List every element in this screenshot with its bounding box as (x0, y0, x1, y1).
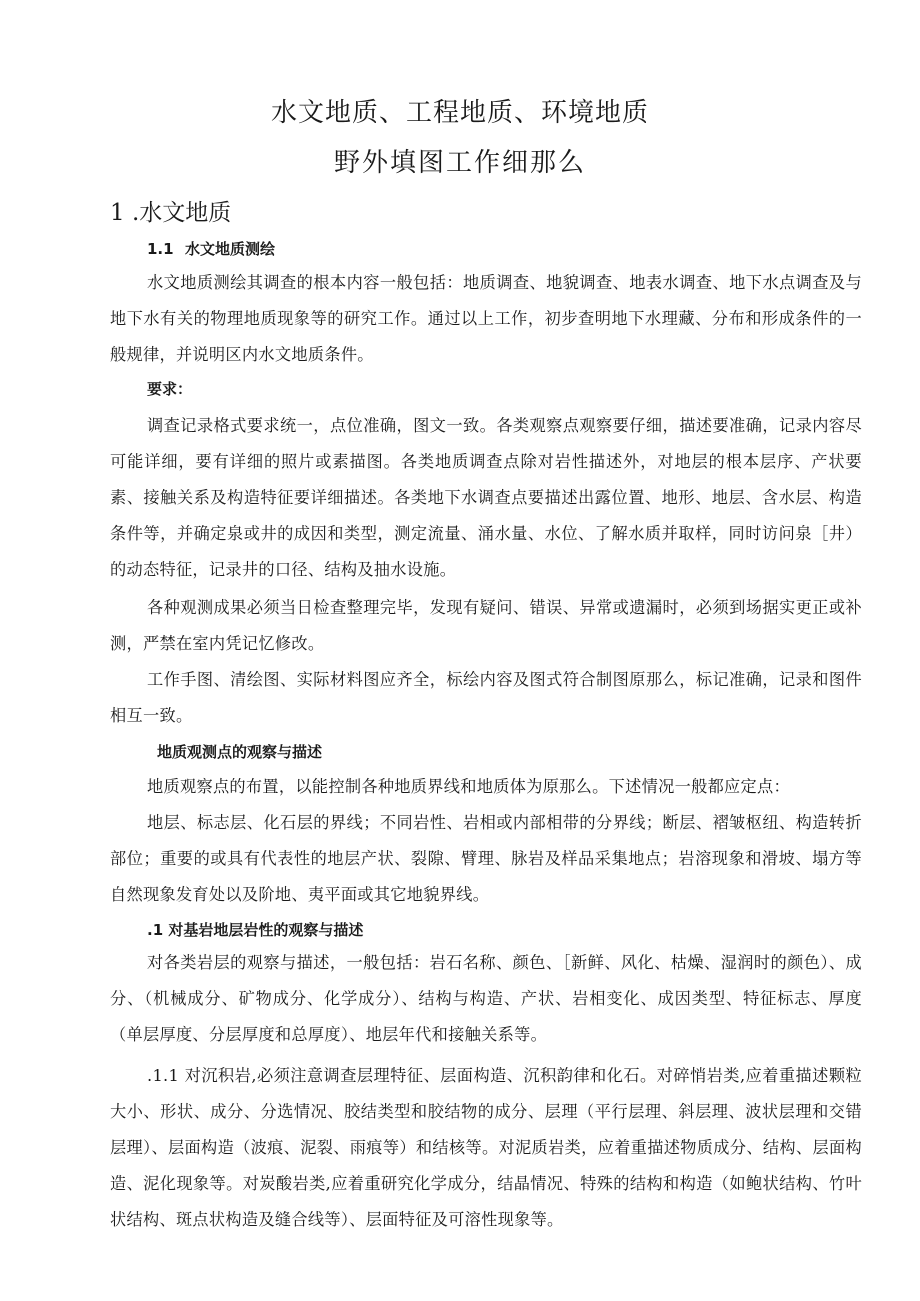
paragraph-map-requirements: 工作手图、清绘图、实际材料图应齐全，标绘内容及图式符合制图原那么，标记准确，记录和图件相互一致。 (110, 670, 862, 725)
section-number: 1.1 (147, 240, 174, 258)
paragraph-rock-description: 对各类岩层的观察与描述，一般包括：岩石名称、颜色、［新鲜、风化、枯燥、湿润时的颜色）、成分、（机械成分、矿物成分、化学成分）、结构与构造、产状、岩相变化、成因类型、特征标志、厚度（单层厚度、分层厚度和总厚度）、地层年代和接触关系等。 (110, 953, 862, 1044)
chapter-heading: 1 .水文地质 (110, 200, 232, 226)
section-heading-1-1 (147, 238, 275, 259)
bedrock-heading: .1 对基岩地层岩性的观察与描述 (147, 921, 364, 939)
document-title-line-1: 水文地质、工程地质、环境地质 (270, 98, 649, 128)
requirements-heading: 要求： (147, 380, 193, 398)
section-label: 水文地质测绘 (185, 240, 276, 258)
paragraph-survey-content: 水文地质测绘其调查的根本内容一般包括：地质调查、地貌调查、地表水调查、地下水点调查及与地下水有关的物理地质现象等的研究工作。通过以上工作，初步查明地下水理藏、分布和形成条件的一般规律，并说明区内水文地质条件。 (110, 273, 862, 364)
paragraph-point-layout: 地质观察点的布置，以能控制各种地质界线和地质体为原那么。下述情况一般都应定点： (147, 777, 791, 796)
paragraph-sedimentary-rock: .1.1 对沉积岩,必须注意调查层理特征、层面构造、沉积韵律和化石。对碎悄岩类,应着重描述颗粒大小、形状、成分、分选情况、胶结类型和胶结物的成分、层理（平行层理、斜层理、波状层理和交错层理）、层面构造（波痕、泥裂、雨痕等）和结核等。对泥质岩类，应着重描述物质成分、结构、层面构造、泥化现象等。对炭酸岩类,应着重研究化学成分，结晶情况、特殊的结构和构造（如鲍状结构、竹叶状结构、斑点状构造及缝合线等）、层面特征及可溶性现象等。 (110, 1066, 862, 1229)
paragraph-result-checking: 各种观测成果必须当日检查整理完毕，发现有疑问、错误、异常或遗漏时，必须到场据实更正或补测，严禁在室内凭记忆修改。 (110, 598, 862, 653)
paragraph-recording-requirements: 调查记录格式要求统一，点位准确，图文一致。各类观察点观察要仔细，描述要准确，记录内容尽可能详细，要有详细的照片或素描图。各类地质调查点除对岩性描述外，对地层的根本层序、产状要素、接触关系及构造特征要详细描述。各类地下水调查点要描述出露位置、地形、地层、含水层、构造条件等，并确定泉或井的成因和类型，测定流量、涌水量、水位、了解水质并取样，同时访问泉［井）的动态特征，记录井的口径、结构及抽水设施。 (110, 416, 862, 579)
document-title-line-2: 野外填图工作细那么 (333, 148, 586, 178)
paragraph-point-cases: 地层、标志层、化石层的界线；不同岩性、岩相或内部相带的分界线；断层、褶皱枢纽、构造转折部位；重要的或具有代表性的地层产状、裂隙、臂理、脉岩及样品采集地点；岩溶现象和滑坡、塌方等自然现象发育处以及阶地、夷平面或其它地貌界线。 (110, 813, 862, 904)
observation-heading: 地质观测点的观察与描述 (157, 743, 323, 761)
